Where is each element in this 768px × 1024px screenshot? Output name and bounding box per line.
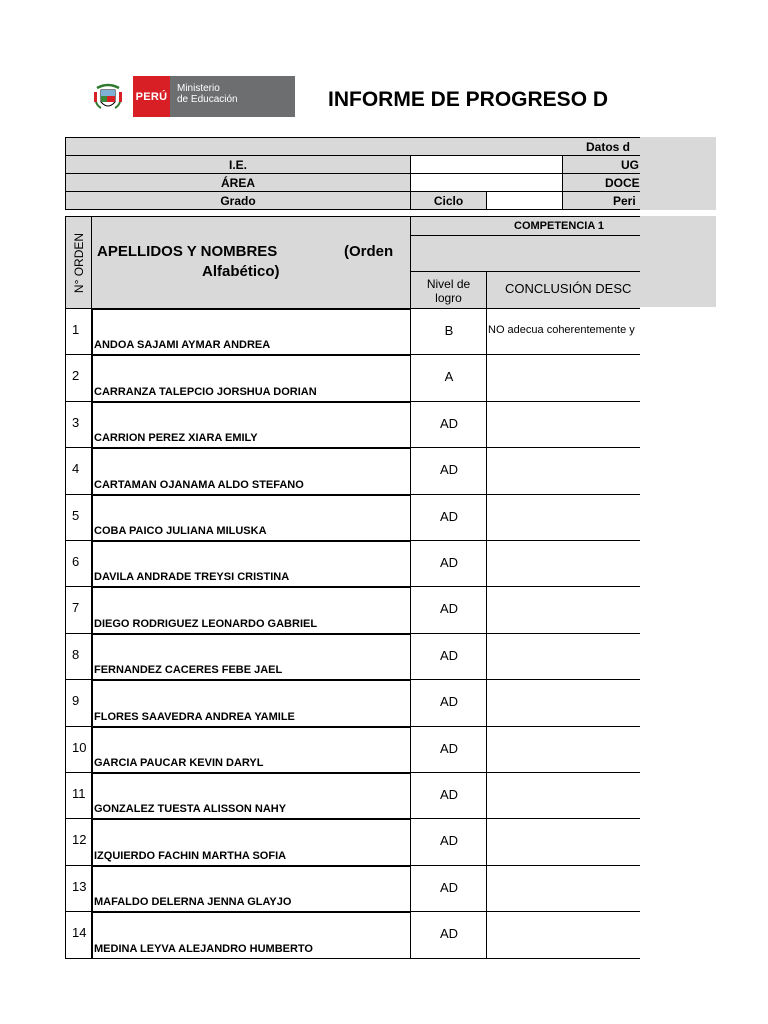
nivel-logro-value: AD bbox=[439, 601, 459, 616]
student-name: IZQUIERDO FACHIN MARTHA SOFIA bbox=[94, 850, 287, 862]
ugel-label: UG bbox=[562, 155, 716, 174]
student-name-cell[interactable] bbox=[91, 447, 411, 495]
orden-number: 1 bbox=[72, 322, 80, 337]
orden-cell bbox=[65, 818, 92, 866]
nombres-header bbox=[91, 216, 411, 309]
student-name: MAFALDO DELERNA JENNA GLAYJO bbox=[94, 896, 292, 908]
student-name-cell[interactable] bbox=[91, 494, 411, 541]
student-name-cell[interactable] bbox=[91, 586, 411, 634]
nivel-header-line1: Nivel de bbox=[426, 277, 471, 291]
orden-cell bbox=[65, 726, 92, 773]
student-name-cell[interactable] bbox=[91, 308, 411, 355]
nivel-logro-value: AD bbox=[439, 833, 459, 848]
student-name-cell[interactable] bbox=[91, 726, 411, 773]
orden-cell bbox=[65, 354, 92, 402]
nivel-logro-value: AD bbox=[439, 648, 459, 663]
ie-label: I.E. bbox=[65, 155, 411, 174]
grado-label: Grado bbox=[65, 191, 411, 210]
nivel-logro-value: AD bbox=[439, 509, 459, 524]
nivel-logro-cell[interactable] bbox=[410, 447, 487, 495]
docente-label: DOCE bbox=[562, 173, 716, 192]
student-name: GARCIA PAUCAR KEVIN DARYL bbox=[94, 757, 264, 769]
orden-number: 7 bbox=[72, 600, 80, 615]
nivel-header bbox=[410, 271, 487, 309]
nivel-logro-value: AD bbox=[439, 926, 459, 941]
orden-number: 13 bbox=[72, 879, 87, 894]
datos-heading: Datos d bbox=[586, 139, 631, 154]
student-name: GONZALEZ TUESTA ALISSON NAHY bbox=[94, 803, 287, 815]
student-name: CARRANZA TALEPCIO JORSHUA DORIAN bbox=[94, 386, 317, 398]
nivel-logro-cell[interactable] bbox=[410, 494, 487, 541]
orden-header bbox=[65, 216, 92, 309]
student-name: MEDINA LEYVA ALEJANDRO HUMBERTO bbox=[94, 943, 313, 955]
student-name: FERNANDEZ CACERES FEBE JAEL bbox=[94, 664, 283, 676]
student-name-cell[interactable] bbox=[91, 401, 411, 448]
nivel-logro-value: AD bbox=[439, 741, 459, 756]
orden-number: 5 bbox=[72, 508, 80, 523]
orden-number: 3 bbox=[72, 415, 80, 430]
conclusion-header: CONCLUSIÓN DESC bbox=[486, 271, 716, 309]
orden-number: 2 bbox=[72, 368, 80, 383]
orden-cell bbox=[65, 401, 92, 448]
nivel-logro-value: AD bbox=[439, 694, 459, 709]
nombres-header-orden: (Orden bbox=[344, 243, 394, 260]
student-name: CARRION PEREZ XIARA EMILY bbox=[94, 432, 258, 444]
nombres-header-alfabetico: Alfabético) bbox=[202, 263, 280, 280]
minedu-logo bbox=[83, 76, 295, 117]
nivel-logro-cell[interactable] bbox=[410, 772, 487, 819]
student-name-cell[interactable] bbox=[91, 354, 411, 402]
orden-header-label: N° ORDEN bbox=[71, 232, 86, 293]
orden-cell bbox=[65, 586, 92, 634]
orden-number: 8 bbox=[72, 647, 80, 662]
student-name-cell[interactable] bbox=[91, 865, 411, 912]
area-label: ÁREA bbox=[65, 173, 411, 192]
conclusion-text: NO adecua coherentemente y bbox=[488, 324, 635, 336]
student-name-cell[interactable] bbox=[91, 911, 411, 959]
peru-coat-of-arms-icon bbox=[83, 76, 133, 117]
student-name-cell[interactable] bbox=[91, 633, 411, 680]
orden-number: 14 bbox=[72, 925, 87, 940]
nivel-logro-value: A bbox=[444, 369, 454, 384]
datos-heading-row bbox=[65, 137, 716, 156]
orden-number: 12 bbox=[72, 832, 87, 847]
orden-number: 11 bbox=[72, 786, 86, 801]
ciclo-field[interactable] bbox=[486, 191, 563, 210]
nivel-logro-cell[interactable] bbox=[410, 818, 487, 866]
student-name: DAVILA ANDRADE TREYSI CRISTINA bbox=[94, 571, 290, 583]
nivel-logro-value: AD bbox=[439, 880, 459, 895]
nivel-logro-value: B bbox=[444, 323, 454, 338]
nivel-logro-value: AD bbox=[439, 787, 459, 802]
orden-cell bbox=[65, 633, 92, 680]
orden-cell bbox=[65, 540, 92, 587]
area-field[interactable] bbox=[410, 173, 563, 192]
nivel-logro-cell[interactable] bbox=[410, 540, 487, 587]
nivel-logro-value: AD bbox=[439, 555, 459, 570]
orden-cell bbox=[65, 679, 92, 727]
competencia-header: COMPETENCIA 1 bbox=[410, 216, 716, 236]
student-name: DIEGO RODRIGUEZ LEONARDO GABRIEL bbox=[94, 618, 318, 630]
orden-number: 6 bbox=[72, 554, 80, 569]
nivel-logro-cell[interactable] bbox=[410, 401, 487, 448]
student-name-cell[interactable] bbox=[91, 818, 411, 866]
nivel-logro-cell[interactable] bbox=[410, 679, 487, 727]
nivel-logro-cell[interactable] bbox=[410, 586, 487, 634]
orden-number: 9 bbox=[72, 693, 80, 708]
student-name: FLORES SAAVEDRA ANDREA YAMILE bbox=[94, 711, 295, 723]
ciclo-label: Ciclo bbox=[410, 191, 487, 210]
logo-ministry-line2: de Educación bbox=[177, 94, 238, 105]
datos-overflow bbox=[640, 137, 716, 210]
orden-cell bbox=[65, 865, 92, 912]
nivel-logro-cell[interactable] bbox=[410, 726, 487, 773]
nivel-logro-cell[interactable] bbox=[410, 865, 487, 912]
nombres-header-label: APELLIDOS Y NOMBRES bbox=[97, 243, 278, 260]
orden-cell bbox=[65, 447, 92, 495]
student-name: ANDOA SAJAMI AYMAR ANDREA bbox=[94, 339, 271, 351]
nivel-logro-cell[interactable] bbox=[410, 633, 487, 680]
nivel-logro-cell[interactable] bbox=[410, 308, 487, 355]
logo-ministry-line1: Ministerio bbox=[177, 83, 220, 94]
nivel-logro-cell[interactable] bbox=[410, 354, 487, 402]
orden-cell bbox=[65, 494, 92, 541]
logo-ministry-label bbox=[170, 76, 238, 117]
orden-number: 4 bbox=[72, 461, 80, 476]
student-name-cell[interactable] bbox=[91, 540, 411, 587]
orden-cell bbox=[65, 308, 92, 355]
orden-cell bbox=[65, 911, 92, 959]
orden-number: 10 bbox=[72, 740, 87, 755]
nivel-header-line2: logro bbox=[435, 291, 462, 305]
nivel-logro-value: AD bbox=[439, 462, 459, 477]
nivel-logro-cell[interactable] bbox=[410, 911, 487, 959]
student-name: COBA PAICO JULIANA MILUSKA bbox=[94, 525, 267, 537]
periodo-label: Peri bbox=[562, 191, 716, 210]
header-overflow bbox=[640, 216, 716, 307]
orden-cell bbox=[65, 772, 92, 819]
nivel-logro-value: AD bbox=[439, 416, 459, 431]
student-name: CARTAMAN OJANAMA ALDO STEFANO bbox=[94, 479, 304, 491]
logo-country-label: PERÚ bbox=[133, 76, 170, 117]
student-name-cell[interactable] bbox=[91, 772, 411, 819]
student-name-cell[interactable] bbox=[91, 679, 411, 727]
page-title: INFORME DE PROGRESO D bbox=[328, 88, 609, 111]
ie-field[interactable] bbox=[410, 155, 563, 174]
